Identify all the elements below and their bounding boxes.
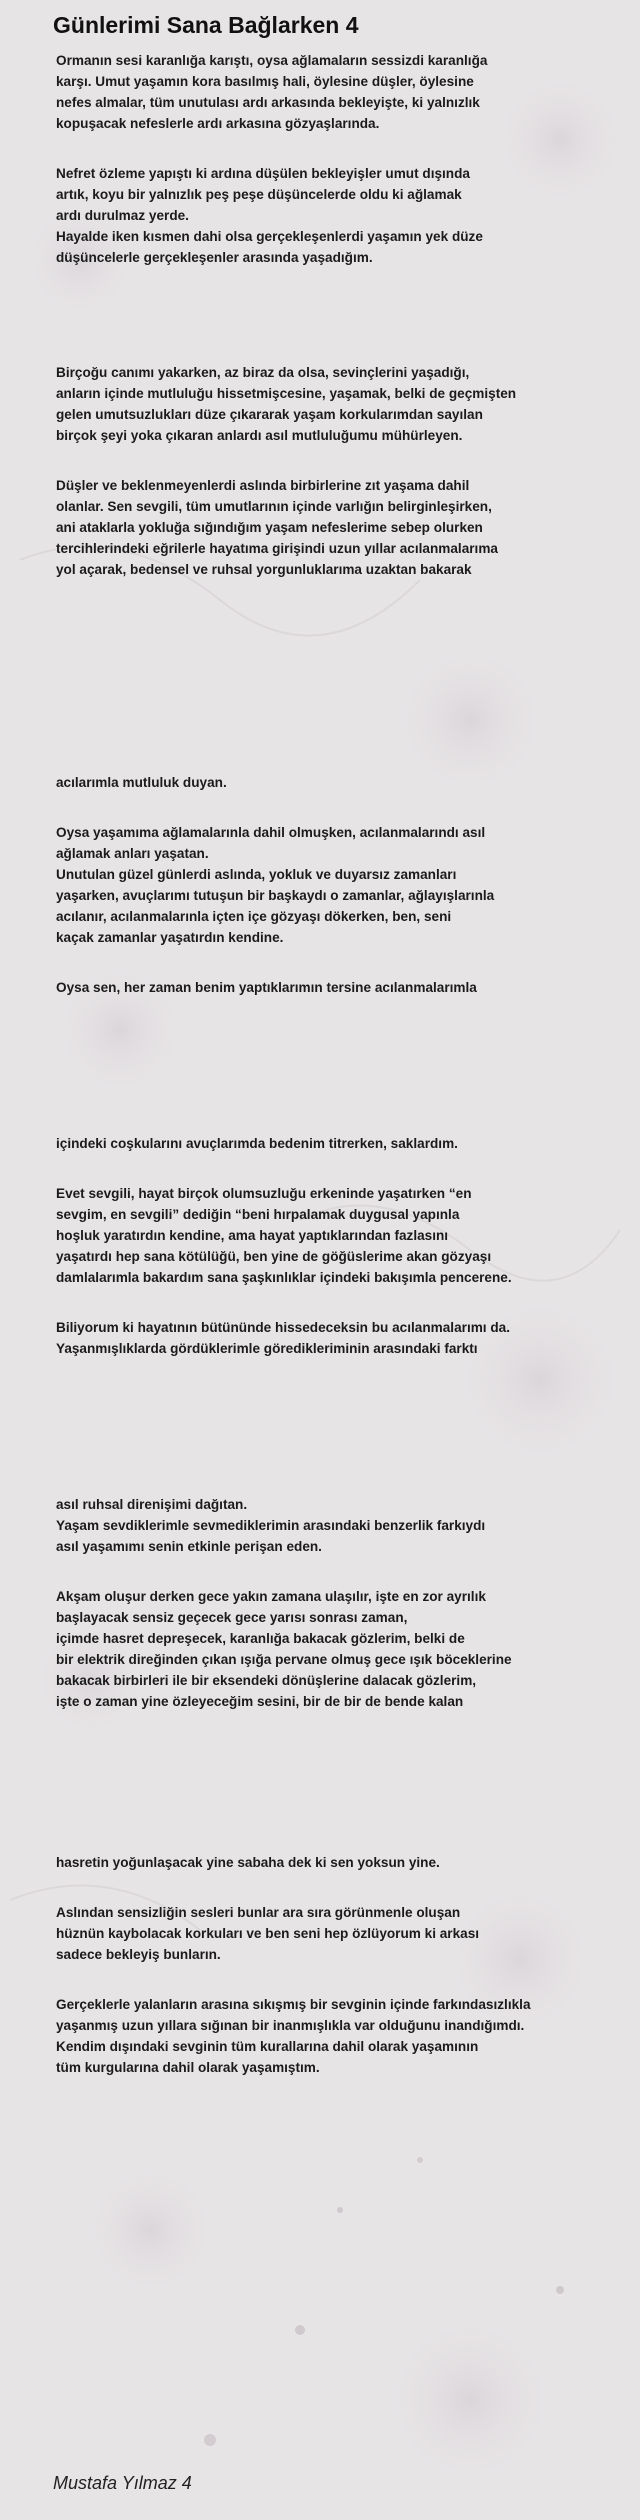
poem-line: kaçak zamanlar yaşatırdın kendine. bbox=[56, 930, 284, 945]
poem-line: hüznün kaybolacak korkuları ve ben seni hep özlüyorum ki arkası bbox=[56, 1926, 480, 1941]
poem-line: hoşluk yaratırdın kendine, ama hayat yaptıklarından fazlasını bbox=[56, 1228, 449, 1243]
poem-paragraph bbox=[56, 1994, 631, 2078]
poem-line: Biliyorum ki hayatının bütününde hissedeceksin bu acılanmalarımı da. bbox=[56, 1320, 510, 1335]
poem-line: olanlar. Sen sevgili, tüm umutlarının içinde varlığın belirginleşirken, bbox=[56, 499, 492, 514]
poem-line: Ormanın sesi karanlığa karıştı, oysa ağlamaların sessizdi karanlığa bbox=[56, 53, 488, 68]
poem-paragraph bbox=[56, 475, 631, 580]
poem-line: ağlamak anları yaşatan. bbox=[56, 846, 209, 861]
poem-line: Evet sevgili, hayat birçok olumsuzluğu erkeninde yaşatırken “en bbox=[56, 1186, 472, 1201]
poem-line: kopuşacak nefeslerle ardı arkasına gözyaşlarında. bbox=[56, 116, 380, 131]
poem-paragraph bbox=[56, 1494, 631, 1557]
poem-line: Akşam oluşur derken gece yakın zamana ulaşılır, işte en zor ayrılık bbox=[56, 1589, 486, 1604]
poem-line: Nefret özleme yapıştı ki ardına düşülen bekleyişler umut dışında bbox=[56, 166, 470, 181]
poem-paragraph bbox=[56, 362, 631, 446]
poem-line: bakacak birbirleri ile bir eksendeki dönüşlerine dalacak gözlerim, bbox=[56, 1673, 477, 1688]
poem-line: Birçoğu canımı yakarken, az biraz da olsa, sevinçlerini yaşadığı, bbox=[56, 365, 470, 380]
poem-line: tercihlerindeki eğrilerle hayatıma girişindi uzun yıllar acılanmalarıma bbox=[56, 541, 498, 556]
poem-paragraph bbox=[56, 822, 631, 948]
poem-line: ardı durulmaz yerde. bbox=[56, 208, 189, 223]
poem-chunk-3 bbox=[56, 772, 631, 1027]
poem-line: acılanır, acılanmalarınla içten içe gözyaşı dökerken, ben, seni bbox=[56, 909, 452, 924]
poem-author: Mustafa Yılmaz 4 bbox=[53, 2473, 192, 2493]
poem-line: artık, koyu bir yalnızlık peş peşe düşüncelerde oldu ki ağlamak bbox=[56, 187, 462, 202]
poem-paragraph bbox=[56, 1586, 631, 1712]
poem-line: işte o zaman yine özleyeceğim sesini, bir de bir de bende kalan bbox=[56, 1694, 464, 1709]
poem-line: başlayacak sensiz geçecek gece yarısı sonrası zaman, bbox=[56, 1610, 408, 1625]
poem-chunk-4 bbox=[56, 1133, 631, 1388]
poem-line: asıl ruhsal direnişimi dağıtan. bbox=[56, 1497, 248, 1512]
poem-line: Oysa yaşamıma ağlamalarınla dahil olmuşken, acılanmalarındı asıl bbox=[56, 825, 486, 840]
poem-line: yaşanmış uzun yıllara sığınan bir inanmışlıkla var olduğunu inandığımdı. bbox=[56, 2018, 525, 2033]
poem-chunk-1 bbox=[56, 50, 631, 297]
poem-paragraph bbox=[56, 1133, 631, 1154]
poem-chunk-5 bbox=[56, 1494, 631, 1741]
poem-paragraph bbox=[56, 1902, 631, 1965]
poem-line: karşı. Umut yaşamın kora basılmış hali, öylesine düşler, öylesine bbox=[56, 74, 474, 89]
poem-line: birçok şeyi yoka çıkaran anlardı asıl mutluluğumu mühürleyen. bbox=[56, 428, 463, 443]
poem-line: Hayalde iken kısmen dahi olsa gerçekleşenlerdi yaşamın yek düze bbox=[56, 229, 483, 244]
poem-paragraph bbox=[56, 50, 631, 134]
poem-paragraph bbox=[56, 163, 631, 268]
poem-paragraph bbox=[56, 1852, 631, 1873]
poem-paragraph bbox=[56, 772, 631, 793]
poem-line: düşüncelerle gerçekleşenler arasında yaşadığım. bbox=[56, 250, 373, 265]
poem-line: Unutulan güzel günlerdi aslında, yokluk ve duyarsız zamanları bbox=[56, 867, 457, 882]
poem-line: Yaşam sevdiklerimle sevmediklerimin arasındaki benzerlik farkıydı bbox=[56, 1518, 486, 1533]
poem-line: yaşatırdı hep sana kötülüğü, ben yine de göğüslerime akan gözyaşı bbox=[56, 1249, 492, 1264]
poem-line: Oysa sen, her zaman benim yaptıklarımın tersine acılanmalarımla bbox=[56, 980, 477, 995]
poem-line: bir elektrik direğinden çıkan ışığa pervane olmuş gece ışık böceklerine bbox=[56, 1652, 512, 1667]
poem-paragraph bbox=[56, 977, 631, 998]
poem-line: nefes almalar, tüm unutulası ardı arkasında bekleyişte, ki yalnızlık bbox=[56, 95, 480, 110]
poem-line: içimde hasret depreşecek, karanlığa bakacak gözlerim, belki de bbox=[56, 1631, 465, 1646]
poem-line: damlalarımla bakardım sana şaşkınlıklar içindeki bakışımla pencerene. bbox=[56, 1270, 512, 1285]
poem-line: sevgim, en sevgili” dediğin “beni hırpalamak duygusal yapınla bbox=[56, 1207, 460, 1222]
poem-line: anların içinde mutluluğu hissetmişcesine, yaşamak, belki de geçmişten bbox=[56, 386, 517, 401]
poem-line: Aslından sensizliğin sesleri bunlar ara sıra görünmenle oluşan bbox=[56, 1905, 461, 1920]
poem-line: Düşler ve beklenmeyenlerdi aslında birbirlerine zıt yaşama dahil bbox=[56, 478, 470, 493]
poem-line: içindeki coşkularını avuçlarımda bedenim titrerken, saklardım. bbox=[56, 1136, 458, 1151]
poem-chunk-2 bbox=[56, 362, 631, 609]
poem-paragraph bbox=[56, 1317, 631, 1359]
poem-line: asıl yaşamımı senin etkinle perişan eden. bbox=[56, 1539, 322, 1554]
poem-paragraph bbox=[56, 1183, 631, 1288]
poem-line: yol açarak, bedensel ve ruhsal yorgunluklarıma uzaktan bakarak bbox=[56, 562, 472, 577]
poem-line: sadece bekleyiş bunların. bbox=[56, 1947, 221, 1962]
poem-line: Yaşanmışlıklarda gördüklerimle göredikleriminin arasındaki farktı bbox=[56, 1341, 478, 1356]
poem-line: yaşarken, avuçlarımı tutuşun bir başkaydı o zamanlar, ağlayışlarınla bbox=[56, 888, 495, 903]
poem-line: Gerçeklerle yalanların arasına sıkışmış bir sevginin içinde farkındasızlıkla bbox=[56, 1997, 531, 2012]
poem-title: Günlerimi Sana Bağlarken 4 bbox=[53, 12, 359, 38]
poem-line: Kendim dışındaki sevginin tüm kurallarına dahil olarak yaşamının bbox=[56, 2039, 479, 2054]
poem-chunk-6 bbox=[56, 1852, 631, 2107]
poem-line: gelen umutsuzlukları düze çıkararak yaşam korkularımdan sayılan bbox=[56, 407, 483, 422]
poem-line: acılarımla mutluluk duyan. bbox=[56, 775, 227, 790]
poem-line: hasretin yoğunlaşacak yine sabaha dek ki sen yoksun yine. bbox=[56, 1855, 440, 1870]
poem-line: tüm kurgularına dahil olarak yaşamıştım. bbox=[56, 2060, 320, 2075]
poem-line: ani ataklarla yokluğa sığındığım yaşam nefeslerime sebep olurken bbox=[56, 520, 483, 535]
